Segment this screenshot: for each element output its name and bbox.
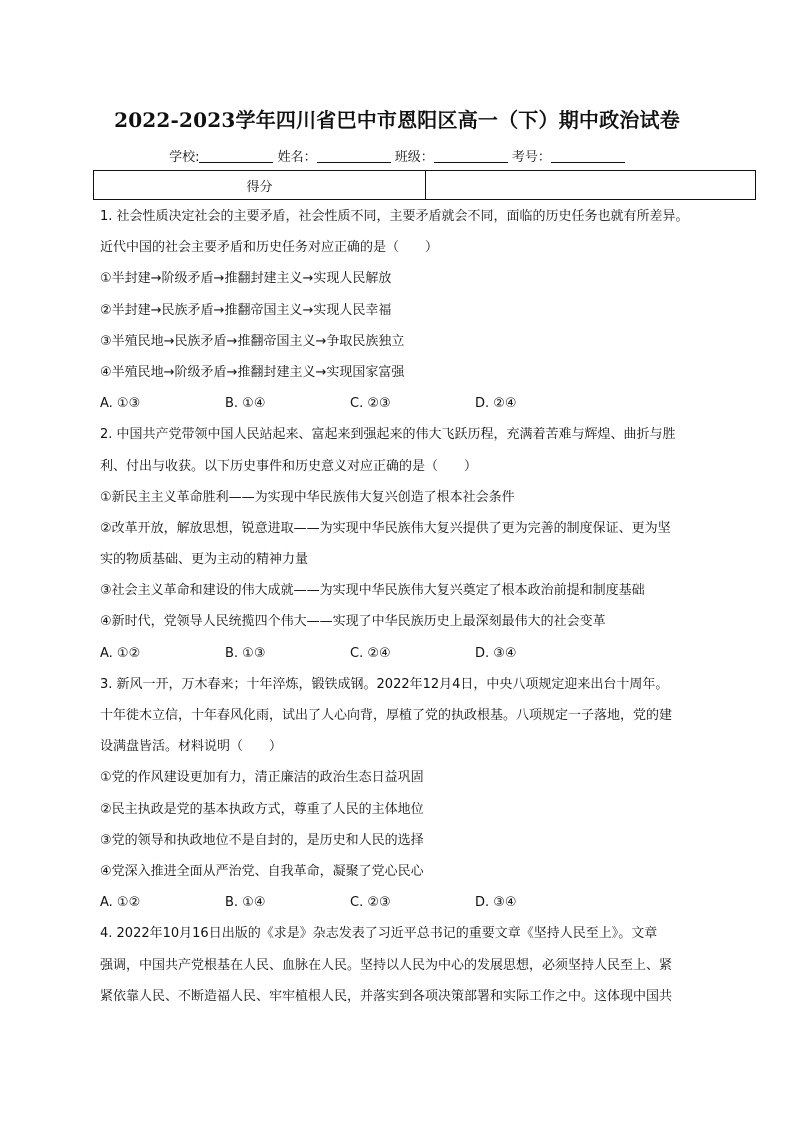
statement-item: 实的物质基础、更为主动的精神力量 (100, 552, 309, 568)
option-a[interactable]: A. ①② (100, 645, 141, 661)
option-b[interactable]: B. ①③ (225, 645, 266, 661)
question-stem-line: 4. 2022年10月16日出版的《求是》杂志发表了习近平总书记的重要文章《坚持人民至上》。文章 (100, 926, 658, 942)
statement-item: ④党深入推进全面从严治党、自我革命，凝聚了党心民心 (100, 863, 424, 879)
class-label: 班级： (394, 150, 434, 165)
statement-item: ③社会主义革命和建设的伟大成就——为实现中华民族伟大复兴奠定了根本政治前提和制度基础 (100, 583, 645, 599)
name-label: 姓名： (277, 150, 317, 165)
score-label-cell: 得分 (94, 171, 426, 199)
statement-item: ③半殖民地→民族矛盾→推翻帝国主义→争取民族独立 (100, 333, 405, 349)
question-1 (100, 201, 722, 419)
name-blank[interactable] (317, 149, 391, 163)
score-value-cell[interactable] (426, 171, 755, 199)
answer-options (100, 638, 722, 669)
answer-options (100, 388, 722, 419)
option-c[interactable]: C. ②④ (350, 645, 391, 661)
option-d[interactable]: D. ③④ (475, 895, 517, 911)
question-stem-line: 十年徙木立信，十年春风化雨，试出了人心向背，厚植了党的执政根基。八项规定一子落地，党的建 (100, 708, 673, 723)
option-b[interactable]: B. ①④ (225, 396, 266, 412)
student-info-row (0, 146, 794, 165)
statement-item: ②改革开放，解放思想，锐意进取——为实现中华民族伟大复兴提供了更为完善的制度保证、更为坚 (100, 520, 671, 536)
exam-no-blank[interactable] (551, 149, 625, 163)
statement-item: ①党的作风建设更加有力，清正廉洁的政治生态日益巩固 (100, 770, 424, 786)
score-table (93, 170, 756, 200)
statement-item: ②半封建→民族矛盾→推翻帝国主义→实现人民幸福 (100, 302, 392, 318)
option-a[interactable]: A. ①② (100, 895, 141, 911)
question-4 (100, 918, 722, 1012)
exam-title: 2022-2023学年四川省巴中市恩阳区高一（下）期中政治试卷 (114, 108, 680, 132)
option-d[interactable]: D. ③④ (475, 645, 517, 661)
question-stem-line: 利、付出与收获。以下历史事件和历史意义对应正确的是（ ） (100, 458, 478, 474)
option-c[interactable]: C. ②③ (350, 396, 391, 412)
question-stem-line: 紧依靠人民、不断造福人民、牢牢植根人民，并落实到各项决策部署和实际工作之中。这体现中国共 (100, 988, 673, 1004)
statement-item: ①半封建→阶级矛盾→推翻封建主义→实现人民解放 (100, 271, 392, 287)
question-3 (100, 669, 722, 919)
statement-item: ②民主执政是党的基本执政方式，尊重了人民的主体地位 (100, 801, 424, 817)
questions-area (100, 201, 722, 1012)
question-stem-line: 2. 中国共产党带领中国人民站起来、富起来到强起来的伟大飞跃历程，充满着苦难与辉煌、曲折与胜 (100, 427, 676, 443)
question-stem-line: 1. 社会性质决定社会的主要矛盾，社会性质不同，主要矛盾就会不同，面临的历史任务也就有所差异。 (100, 209, 689, 224)
question-stem-line: 3. 新风一开，万木春来；十年淬炼，锻铁成钢。2022年12月4日，中央八项规定迎来出台十周年。 (100, 676, 669, 692)
option-d[interactable]: D. ②④ (475, 396, 517, 412)
question-stem-line: 强调，中国共产党根基在人民、血脉在人民。坚持以人民为中心的发展思想，必须坚持人民至上、紧 (100, 957, 673, 973)
statement-item: ①新民主主义革命胜利——为实现中华民族伟大复兴创造了根本社会条件 (100, 489, 515, 505)
question-stem-line: 近代中国的社会主要矛盾和历史任务对应正确的是（ ） (100, 240, 439, 256)
statement-item: ④半殖民地→阶级矛盾→推翻封建主义→实现国家富强 (100, 364, 405, 380)
question-2 (100, 419, 722, 669)
statement-item: ③党的领导和执政地位不是自封的，是历史和人民的选择 (100, 832, 424, 848)
answer-options (100, 887, 722, 918)
school-label: 学校: (169, 150, 200, 165)
question-stem-line: 设满盘皆活。材料说明（ ） (100, 739, 283, 755)
school-blank[interactable] (199, 149, 273, 163)
option-a[interactable]: A. ①③ (100, 396, 141, 412)
statement-item: ④新时代，党领导人民统揽四个伟大——实现了中华民族历史上最深刻最伟大的社会变革 (100, 614, 606, 630)
class-blank[interactable] (434, 149, 508, 163)
option-b[interactable]: B. ①④ (225, 895, 266, 911)
option-c[interactable]: C. ②③ (350, 895, 391, 911)
exam-no-label: 考号： (511, 150, 551, 165)
